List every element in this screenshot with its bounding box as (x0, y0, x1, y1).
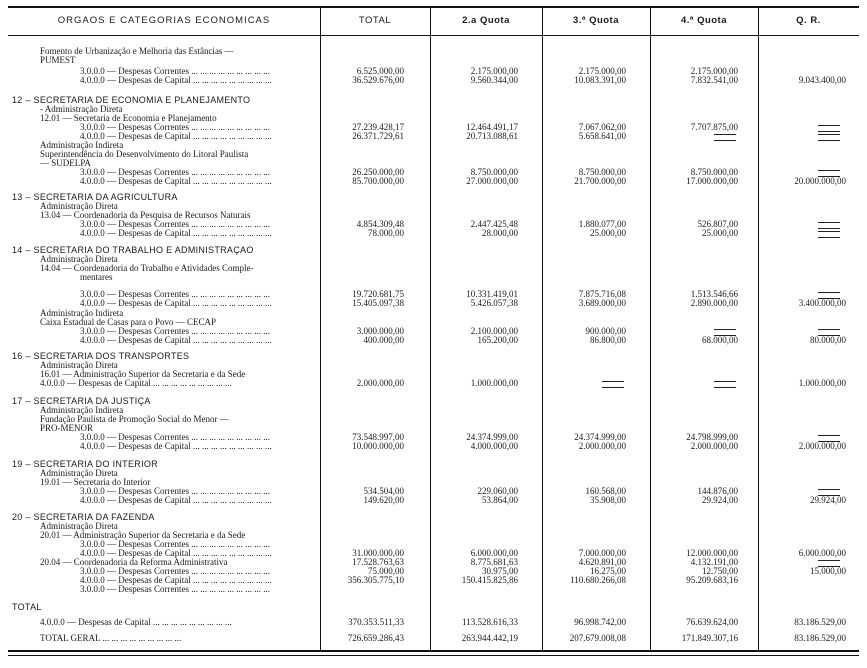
row-label: 13.04 — Coordenadoria da Pesquisa de Recursos Naturais (40, 211, 251, 220)
total-value: 370.353.511,33 (348, 617, 404, 627)
row-label: 3.0.0.0 — Despesas Correntes ... . (80, 585, 357, 594)
section-heading: 13 – SECRETARIA DA AGRICULTURA (12, 193, 178, 202)
row-label: Administração Indireta (40, 406, 124, 415)
quota-4-value: 526.807,00 (697, 219, 738, 229)
quota-2-value: 2.447.425,48 (470, 219, 518, 229)
row-label: 3.0.0.0 — Despesas Correntes ... . (80, 540, 357, 549)
quota-4-value: 17.000.000,00 (686, 176, 738, 186)
quota-3-value: 3.689.000,00 (578, 298, 626, 308)
nil-mark (818, 231, 840, 238)
row-label: 4.0.0.0 — Despesas de Capital ... . (80, 76, 357, 85)
quota-3-value: 21.700.000,00 (574, 176, 626, 186)
quota-3-value: 1.880.077,00 (578, 219, 626, 229)
row-label: 4.0.0.0 — Despesas de Capital ... . (40, 618, 317, 627)
quota-2-value: 263.944.442,19 (461, 633, 518, 643)
row-label: 3.0.0.0 — Despesas Correntes ... . (80, 433, 357, 442)
quota-3-value: 35.908,00 (590, 495, 626, 505)
nil-mark (818, 222, 840, 229)
quota-2-value: 1.000.000,00 (470, 378, 518, 388)
quota-2-value: 20.713.088,61 (466, 131, 518, 141)
row-label: 20.01 — Administração Superior da Secretaria e da Sede (40, 531, 246, 540)
header-qr: Q. R. (796, 15, 821, 26)
row-label: Fundação Paulista de Promoção Social do Menor — (40, 415, 229, 424)
total-value: 149.620,00 (363, 495, 404, 505)
row-label: Fomento de Urbanização e Melhoria das Estâncias — (40, 47, 234, 56)
qr-value: 83.186.529,00 (794, 633, 846, 643)
row-label: Superintendência do Desenvolvimento do Litoral Paulista (40, 150, 249, 159)
quota-4-value: 95.209.683,16 (686, 575, 738, 585)
row-label: Administração Indireta (40, 141, 124, 150)
qr-value: 20.000.000,00 (794, 176, 846, 186)
total-value: 85.700.000,00 (352, 176, 404, 186)
quota-4-value: 12.750,00 (702, 566, 738, 576)
total-value: 2.000.000,00 (356, 378, 404, 388)
qr-value: 83.186.529,00 (794, 617, 846, 627)
row-label: 20.04 — Coordenadoria da Reforma Administrativa (40, 558, 228, 567)
quota-2-value: 12.464.491,17 (466, 122, 518, 132)
quota-4-value: 29.924,00 (702, 495, 738, 505)
total-value: 400.000,00 (363, 335, 404, 345)
quota-3-value: 10.083.391,00 (574, 75, 626, 85)
row-label: Administração Direta (40, 202, 118, 211)
section-heading: 19 – SECRETARIA DO INTERIOR (12, 460, 158, 469)
row-label: TOTAL GERAL ... . (40, 634, 317, 643)
total-value: 19.720.681,75 (352, 289, 404, 299)
row-label: 3.0.0.0 — Despesas Correntes ... . (80, 168, 357, 177)
quota-2-value: 24.374.999,00 (466, 432, 518, 442)
quota-2-value: 2.100.000,00 (470, 326, 518, 336)
total-value: 3.000.000,00 (356, 326, 404, 336)
quota-3-value: 7.875.716,08 (578, 289, 626, 299)
row-label: Administração Indireta (40, 309, 124, 318)
header-rule (8, 35, 859, 36)
quota-4-value: 7.832.541,00 (690, 75, 738, 85)
quota-4-value: 144.876,00 (697, 486, 738, 496)
qr-value: 15.000,00 (810, 566, 846, 576)
total-value: 27.239.428,17 (352, 122, 404, 132)
header-total: TOTAL (358, 15, 392, 26)
total-value: 4.854.309,48 (356, 219, 404, 229)
row-label: PRO-MENOR (40, 424, 94, 433)
quota-2-value: 28.000,00 (482, 228, 518, 238)
nil-mark (714, 381, 736, 388)
quota-3-value: 24.374.999,00 (574, 432, 626, 442)
qr-value: 29.924,00 (810, 495, 846, 505)
quota-3-value: 160.568,00 (585, 486, 626, 496)
quota-4-value: 171.849.307,16 (681, 633, 738, 643)
row-label: 12.01 — Secretaria de Economia e Planejamento (40, 114, 217, 123)
quota-4-value: 7.707.875,00 (690, 122, 738, 132)
total-value: 6.525.000,00 (356, 66, 404, 76)
quota-2-value: 229.060,00 (477, 486, 518, 496)
row-label: 14.04 — Coordenadoria do Trabalho e Atividades Comple- (40, 264, 254, 273)
quota-4-value: 8.750.000,00 (690, 167, 738, 177)
quota-4-value: 4.132.191,00 (690, 557, 738, 567)
quota-2-value: 2.175.000,00 (470, 66, 518, 76)
section-heading: 14 – SECRETARIA DO TRABALHO E ADMINISTRAÇÃO (12, 246, 254, 255)
quota-3-value: 5.658.641,00 (578, 131, 626, 141)
quota-4-value: 25.000,00 (702, 228, 738, 238)
qr-value: 6.000.000,00 (798, 548, 846, 558)
qr-value: 3.400.000,00 (798, 298, 846, 308)
total-value: 26.250.000,00 (352, 167, 404, 177)
header-quota-3: 3.ª Quota (572, 15, 620, 26)
quota-3-value: 2.175.000,00 (578, 66, 626, 76)
total-value: 75.000,00 (368, 566, 404, 576)
quota-2-value: 113.528.616,33 (462, 617, 518, 627)
qr-value: 9.043.400,00 (798, 75, 846, 85)
quota-4-value: 2.890.000,00 (690, 298, 738, 308)
col-divider (758, 8, 759, 650)
header-orgaos: ORGAOS E CATEGORIAS ECONOMICAS (57, 15, 271, 26)
col-divider (430, 8, 431, 650)
quota-4-value: 2.000.000,00 (690, 441, 738, 451)
quota-4-value: 24.798.999,00 (686, 432, 738, 442)
quota-2-value: 165.200,00 (477, 335, 518, 345)
row-label: Administração Direta (40, 361, 118, 370)
section-heading: 16 – SECRETARIA DOS TRANSPORTES (12, 352, 190, 361)
section-heading: 17 – SECRETARIA DA JUSTIÇA (12, 397, 151, 406)
row-label: Caixa Estadual de Casas para o Povo — CECAP (40, 318, 216, 327)
row-label: 3.0.0.0 — Despesas Correntes ... . (80, 327, 357, 336)
quota-2-value: 9.560.344,00 (470, 75, 518, 85)
row-label: 3.0.0.0 — Despesas Correntes ... . (80, 220, 357, 229)
row-label: 3.0.0.0 — Despesas Correntes ... . (80, 290, 357, 299)
quota-3-value: 110.680.266,08 (570, 575, 626, 585)
header-quota-4: 4.ª Quota (680, 15, 728, 26)
row-label: 16.01 — Administração Superior da Secretaria e da Sede (40, 370, 246, 379)
row-label: PUMEST (40, 56, 76, 65)
nil-mark (714, 134, 736, 141)
total-value: 534.504,00 (363, 486, 404, 496)
total-value: 726.659.286,43 (347, 633, 404, 643)
row-label: — SUDELPA (40, 159, 91, 168)
total-value: 73.548.997,00 (352, 432, 404, 442)
section-heading: TOTAL (12, 603, 42, 612)
qr-value: 2.000.000,00 (798, 441, 846, 451)
row-label: 4.0.0.0 — Despesas de Capital ... . (80, 177, 357, 186)
row-label: mentares (80, 273, 113, 282)
qr-value: 1.000.000,00 (798, 378, 846, 388)
total-value: 17.528.763,63 (352, 557, 404, 567)
row-label: 4.0.0.0 — Despesas de Capital ... . (80, 442, 357, 451)
quota-3-value: 86.800,00 (590, 335, 626, 345)
quota-3-value: 96.998.742,00 (574, 617, 626, 627)
quota-3-value: 25.000,00 (590, 228, 626, 238)
quota-2-value: 5.426.057,38 (470, 298, 518, 308)
row-label: 4.0.0.0 — Despesas de Capital ... . (80, 299, 357, 308)
row-label: - Administração Direta (40, 105, 123, 114)
row-label: 4.0.0.0 — Despesas de Capital ... . (40, 379, 317, 388)
total-value: 15.405.097,38 (352, 298, 404, 308)
total-value: 10.000.000,00 (352, 441, 404, 451)
qr-value: 80.000,00 (810, 335, 846, 345)
nil-mark (602, 381, 624, 388)
row-label: 4.0.0.0 — Despesas de Capital ... . (80, 132, 357, 141)
section-heading: 12 – SECRETARIA DE ECONOMIA E PLANEJAMENTO (12, 96, 251, 105)
row-label: 4.0.0.0 — Despesas de Capital ... . (80, 496, 357, 505)
total-value: 78.000,00 (368, 228, 404, 238)
row-label: 3.0.0.0 — Despesas Correntes ... . (80, 123, 357, 132)
row-label: 4.0.0.0 — Despesas de Capital ... . (80, 336, 357, 345)
header-quota-2: 2.a Quota (462, 15, 510, 26)
quota-3-value: 7.000.000,00 (578, 548, 626, 558)
quota-2-value: 8.750.000,00 (470, 167, 518, 177)
total-value: 356.305.775,10 (347, 575, 404, 585)
row-label: 4.0.0.0 — Despesas de Capital ... . (80, 229, 357, 238)
quota-4-value: 68.000,00 (702, 335, 738, 345)
quota-3-value: 8.750.000,00 (578, 167, 626, 177)
col-divider (542, 8, 543, 650)
quota-4-value: 76.639.624,00 (686, 617, 738, 627)
section-heading: 20 – SECRETARIA DA FAZENDA (12, 513, 155, 522)
row-label: 3.0.0.0 — Despesas Correntes ... . (80, 567, 357, 576)
quota-2-value: 10.331.419,01 (466, 289, 518, 299)
total-value: 26.371.729,61 (352, 131, 404, 141)
nil-mark (818, 125, 840, 132)
row-label: 19.01 — Secretaria do Interior (40, 478, 151, 487)
quota-3-value: 2.000.000,00 (578, 441, 626, 451)
row-label: Administração Direta (40, 255, 118, 264)
row-label: 3.0.0.0 — Despesas Correntes ... . (80, 67, 357, 76)
quota-2-value: 53.864,00 (482, 495, 518, 505)
col-divider (650, 8, 651, 650)
quota-2-value: 27.000.000,00 (466, 176, 518, 186)
quota-2-value: 8.775.681,63 (470, 557, 518, 567)
row-label: 4.0.0.0 — Despesas de Capital ... . (80, 549, 357, 558)
quota-3-value: 4.620.891,00 (578, 557, 626, 567)
total-value: 36.529.676,00 (352, 75, 404, 85)
bottom-rule-2 (8, 655, 859, 656)
quota-4-value: 12.000.000,00 (686, 548, 738, 558)
quota-2-value: 150.415.825,86 (461, 575, 518, 585)
row-label: Administração Direta (40, 469, 118, 478)
quota-2-value: 6.000.000,00 (470, 548, 518, 558)
quota-2-value: 4.000.000,00 (470, 441, 518, 451)
row-label: 4.0.0.0 — Despesas de Capital ... . (80, 576, 357, 585)
row-label: Administração Direta (40, 522, 118, 531)
quota-4-value: 2.175.000,00 (690, 66, 738, 76)
quota-4-value: 1.513.546,66 (690, 289, 738, 299)
quota-3-value: 207.679.008,08 (569, 633, 626, 643)
quota-3-value: 16.275,00 (590, 566, 626, 576)
quota-3-value: 900.000,00 (585, 326, 626, 336)
quota-3-value: 7.067.062,00 (578, 122, 626, 132)
quota-2-value: 30.975,00 (482, 566, 518, 576)
row-label: 3.0.0.0 — Despesas Correntes ... . (80, 487, 357, 496)
bottom-rule (8, 650, 859, 652)
nil-mark (818, 134, 840, 141)
total-value: 31.000.000,00 (352, 548, 404, 558)
